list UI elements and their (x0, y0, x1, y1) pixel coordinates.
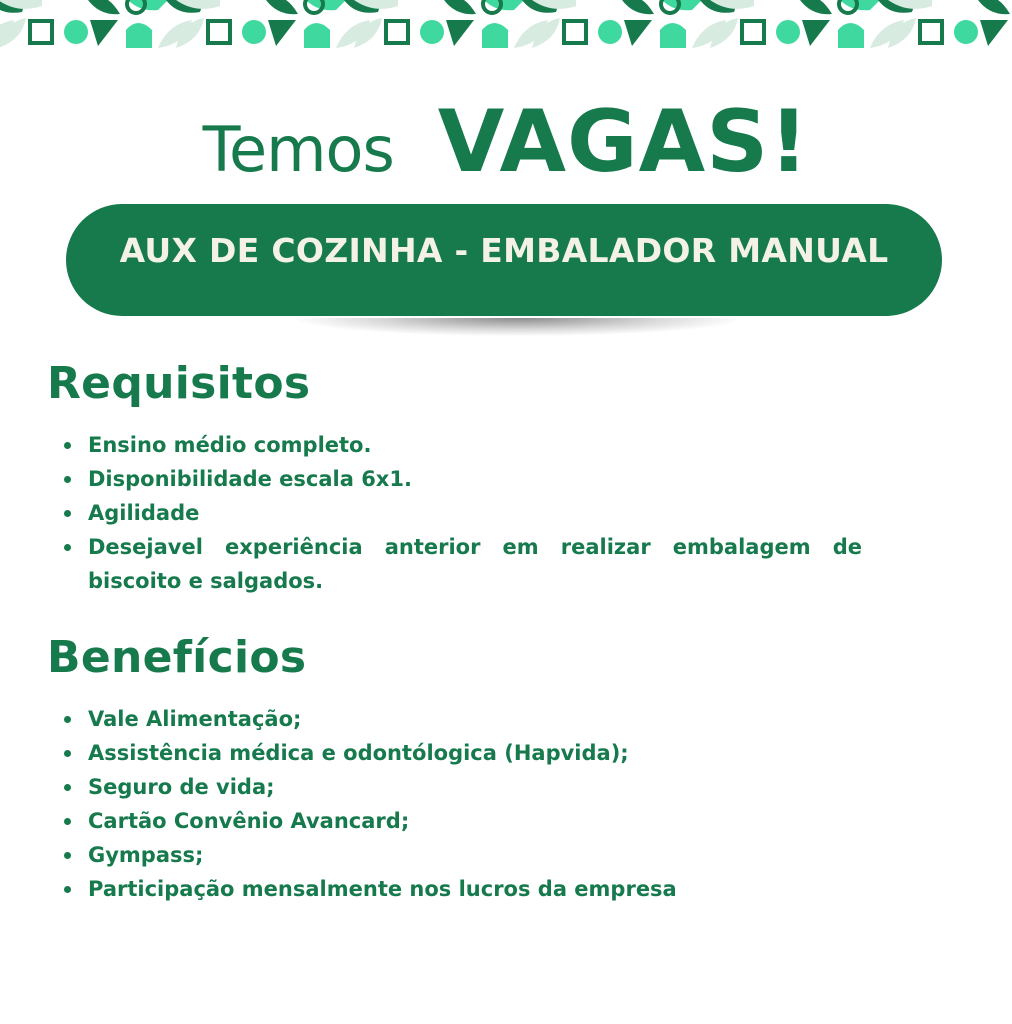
circle-shape (64, 20, 88, 44)
list-item: Assistência médica e odontólogica (Hapvida); (62, 736, 862, 770)
leaf-shape (800, 0, 832, 14)
geometric-pattern-graphic (0, 0, 1012, 50)
triangle-shape (624, 20, 652, 46)
list-item: Participação mensalmente nos lucros da empresa (62, 872, 862, 906)
list-item: Ensino médio completo. (62, 428, 862, 462)
title-prefix: Temos (202, 113, 394, 186)
leaf-shape (662, 0, 702, 10)
leaf-shape (128, 0, 168, 10)
circle-shape (598, 20, 622, 44)
circle-shape (776, 20, 800, 44)
list-item: Cartão Convênio Avancard; (62, 804, 862, 838)
bullet-icon (64, 442, 71, 449)
square-outline-shape (208, 21, 230, 43)
triangle-shape (802, 20, 830, 46)
leaf-shape (840, 0, 880, 10)
square-outline-shape (386, 21, 408, 43)
list-item: Gympass; (62, 838, 862, 872)
circle-shape (954, 20, 978, 44)
list-item: Vale Alimentação; (62, 702, 862, 736)
decorative-pattern-border (0, 0, 1012, 50)
square-outline-shape (564, 21, 586, 43)
arch-shape (304, 23, 330, 48)
bullet-icon (64, 886, 71, 893)
list-item: Agilidade (62, 496, 862, 530)
beneficios-list (62, 702, 862, 906)
job-title-banner (66, 204, 942, 316)
bullet-icon (64, 544, 71, 551)
triangle-shape (268, 20, 296, 46)
leaf-shape (622, 0, 654, 14)
list-item: Disponibilidade escala 6x1. (62, 462, 862, 496)
leaf-shape (978, 0, 1010, 14)
leaf-shape (484, 0, 524, 10)
banner-shadow (296, 318, 740, 336)
leaf-shape (306, 0, 346, 10)
bullet-icon (64, 716, 71, 723)
square-outline-shape (742, 21, 764, 43)
circle-shape (242, 20, 266, 44)
bullet-icon (64, 510, 71, 517)
arch-shape (482, 23, 508, 48)
bullet-icon (64, 818, 71, 825)
bullet-icon (64, 476, 71, 483)
job-title-text: AUX DE COZINHA - EMBALADOR MANUAL (119, 230, 889, 270)
triangle-shape (90, 20, 118, 46)
bullet-icon (64, 852, 71, 859)
requisitos-heading: Requisitos (47, 358, 311, 409)
arch-shape (838, 23, 864, 48)
requisitos-list (62, 428, 862, 598)
bullet-icon (64, 784, 71, 791)
list-item: Seguro de vida; (62, 770, 862, 804)
leaf-shape (88, 0, 120, 14)
page-title (0, 92, 1012, 192)
arch-shape (126, 23, 152, 48)
beneficios-heading: Benefícios (47, 632, 307, 683)
square-outline-shape (30, 21, 52, 43)
circle-shape (420, 20, 444, 44)
square-outline-shape (920, 21, 942, 43)
list-item: Desejavel experiência anterior em realizar embalagem de biscoito e salgados. (62, 530, 862, 598)
leaf-shape (266, 0, 298, 14)
triangle-shape (980, 20, 1008, 46)
title-emphasis: VAGAS! (437, 92, 810, 192)
triangle-shape (446, 20, 474, 46)
bullet-icon (64, 750, 71, 757)
arch-shape (660, 23, 686, 48)
leaf-shape (444, 0, 476, 14)
